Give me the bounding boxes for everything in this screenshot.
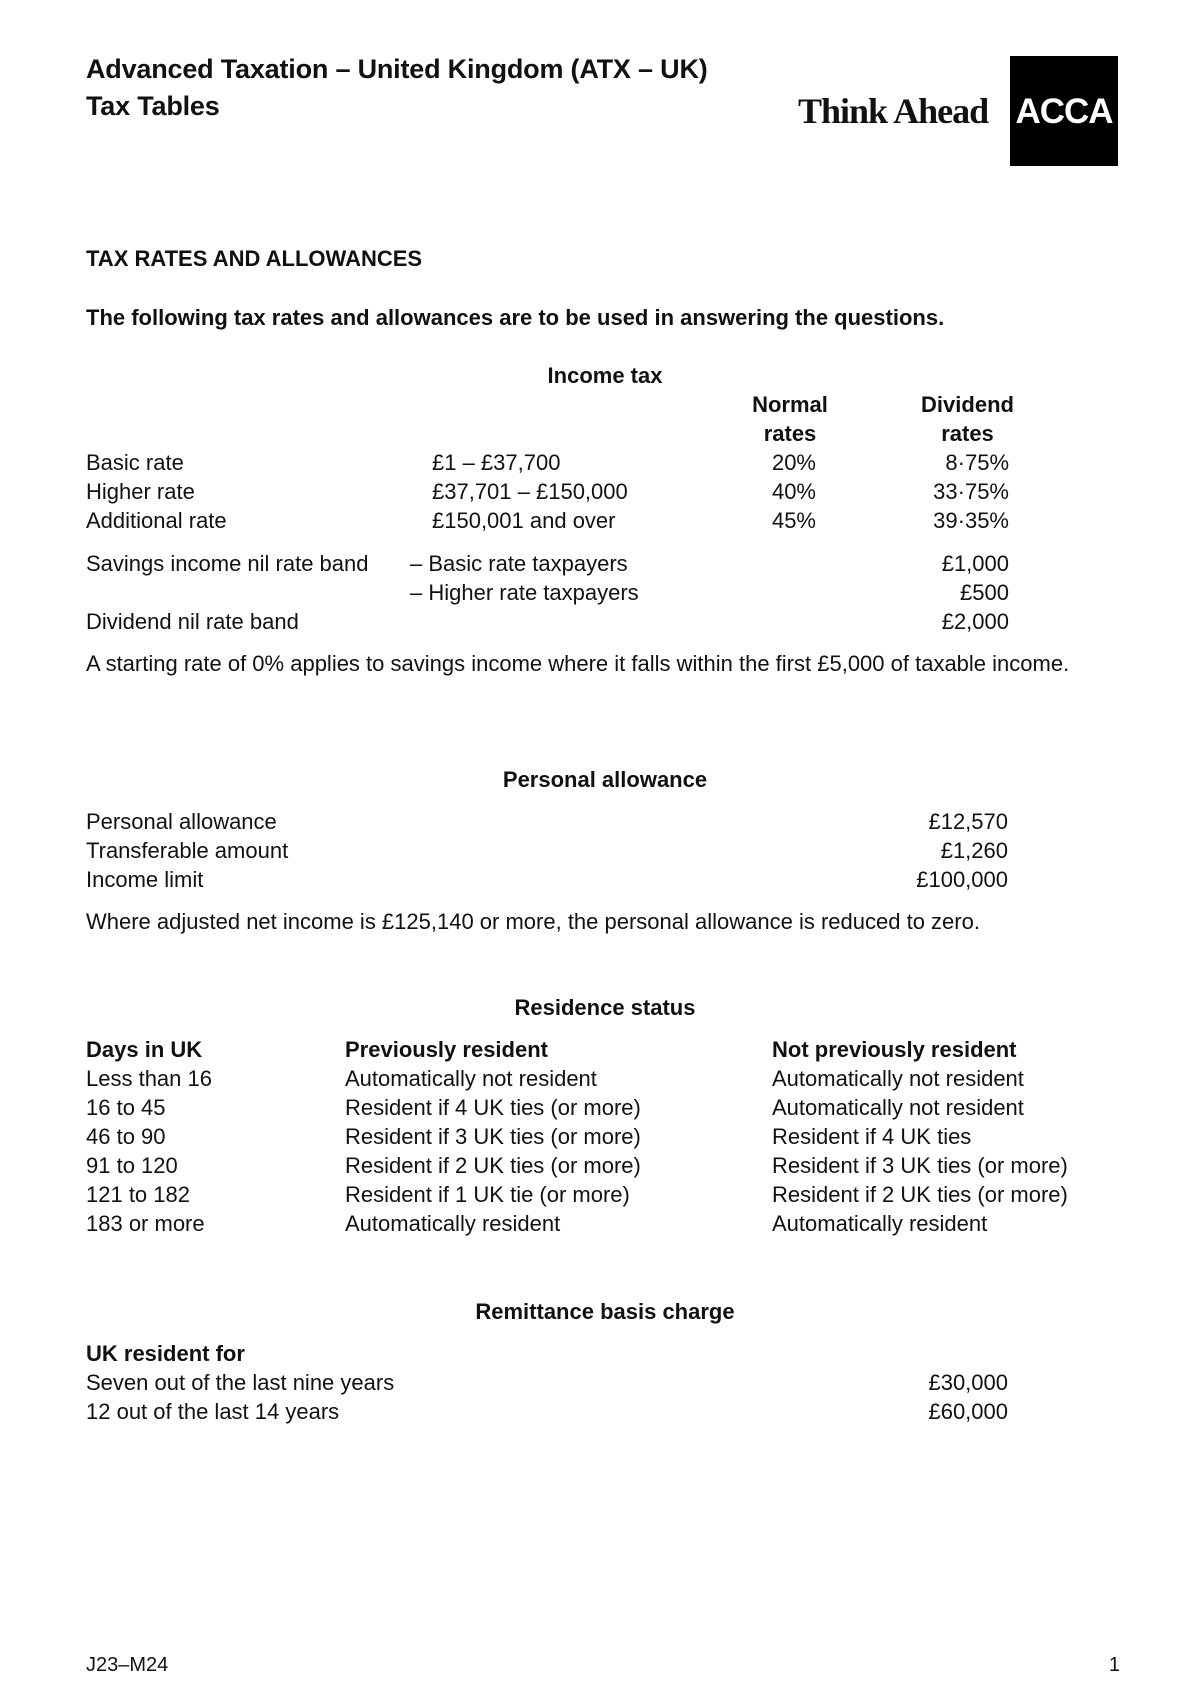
not-previously-cell: Resident if 2 UK ties (or more) (772, 1182, 1068, 1207)
col-normal-line2: rates (763, 421, 817, 446)
remittance-heading: Remittance basis charge (475, 1299, 735, 1324)
col-normal-line1: Normal (752, 392, 828, 417)
income-tax-heading: Income tax (547, 363, 663, 388)
not-previously-cell: Resident if 4 UK ties (772, 1124, 972, 1149)
residence-col-days: Days in UK (86, 1037, 203, 1062)
allowance-note: Where adjusted net income is £125,140 or more, the personal allowance is reduced to zero. (86, 909, 980, 934)
previously-cell: Resident if 2 UK ties (or more) (345, 1153, 641, 1178)
allowance-value: £12,570 (928, 809, 1008, 834)
col-dividend-line1: Dividend (921, 392, 1014, 417)
rate-label: Higher rate (86, 479, 195, 504)
dividend-rate: 8·75% (945, 450, 1009, 475)
savings-higher-value: £500 (960, 580, 1009, 605)
savings-basic-label: – Basic rate taxpayers (410, 551, 628, 576)
residence-col-not-previously: Not previously resident (772, 1037, 1017, 1062)
residence-col-previously: Previously resident (345, 1037, 548, 1062)
days-cell: 121 to 182 (86, 1182, 190, 1207)
remittance-value: £30,000 (928, 1370, 1008, 1395)
rate-band: £1 – £37,700 (432, 450, 561, 475)
dividend-rate: 33·75% (933, 479, 1009, 504)
savings-higher-label: – Higher rate taxpayers (410, 580, 639, 605)
intro-text: The following tax rates and allowances are to be used in answering the questions. (86, 305, 945, 330)
previously-cell: Resident if 4 UK ties (or more) (345, 1095, 641, 1120)
footer-code: J23–M24 (86, 1654, 169, 1676)
acca-logo (1010, 56, 1118, 166)
previously-cell: Resident if 1 UK tie (or more) (345, 1182, 630, 1207)
allowance-value: £100,000 (916, 867, 1008, 892)
normal-rate: 45% (771, 508, 816, 533)
days-cell: 16 to 45 (86, 1095, 166, 1120)
not-previously-cell: Automatically not resident (772, 1066, 1024, 1091)
normal-rate: 40% (771, 479, 816, 504)
col-dividend-line2: rates (941, 421, 994, 446)
normal-rate: 20% (771, 450, 816, 475)
remittance-label: Seven out of the last nine years (86, 1370, 395, 1395)
allowance-label: Income limit (86, 867, 204, 892)
rate-band: £150,001 and over (432, 508, 616, 533)
allowance-label: Transferable amount (86, 838, 289, 863)
rate-band: £37,701 – £150,000 (432, 479, 628, 504)
allowance-label: Personal allowance (86, 809, 277, 834)
days-cell: Less than 16 (86, 1066, 212, 1091)
savings-basic-value: £1,000 (941, 551, 1009, 576)
not-previously-cell: Resident if 3 UK ties (or more) (772, 1153, 1068, 1178)
days-cell: 183 or more (86, 1211, 205, 1236)
dividend-nil-band-label: Dividend nil rate band (86, 609, 299, 634)
remittance-value: £60,000 (928, 1399, 1008, 1424)
days-cell: 46 to 90 (86, 1124, 166, 1149)
residence-heading: Residence status (514, 995, 696, 1020)
think-ahead-tagline: Think Ahead (798, 91, 989, 131)
not-previously-cell: Automatically resident (772, 1211, 988, 1236)
dividend-nil-band-value: £2,000 (941, 609, 1009, 634)
dividend-rate: 39·35% (933, 508, 1009, 533)
remittance-subheading: UK resident for (86, 1341, 245, 1366)
previously-cell: Automatically not resident (345, 1066, 597, 1091)
savings-nil-band-label: Savings income nil rate band (86, 551, 369, 576)
previously-cell: Automatically resident (345, 1211, 561, 1236)
allowance-value: £1,260 (940, 838, 1008, 863)
previously-cell: Resident if 3 UK ties (or more) (345, 1124, 641, 1149)
page-number: 1 (1108, 1654, 1120, 1676)
starting-rate-note: A starting rate of 0% applies to savings income where it falls within the first £5,000 of taxable income. (86, 651, 1070, 676)
remittance-label: 12 out of the last 14 years (86, 1399, 340, 1424)
acca-logo-text: ACCA (1015, 92, 1113, 131)
rate-label: Basic rate (86, 450, 184, 475)
not-previously-cell: Automatically not resident (772, 1095, 1024, 1120)
document-title: Advanced Taxation – United Kingdom (ATX – UK) (86, 54, 708, 84)
section-heading: TAX RATES AND ALLOWANCES (86, 246, 423, 271)
personal-allowance-heading: Personal allowance (502, 767, 708, 792)
days-cell: 91 to 120 (86, 1153, 178, 1178)
document-subtitle: Tax Tables (86, 91, 220, 121)
rate-label: Additional rate (86, 508, 227, 533)
